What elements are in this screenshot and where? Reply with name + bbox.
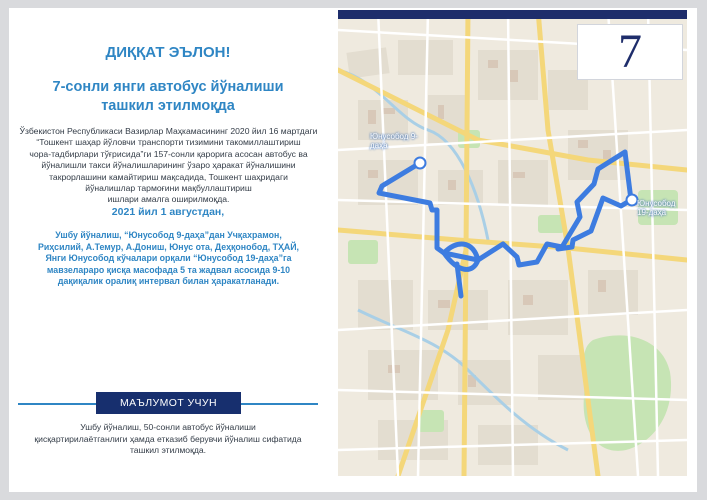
body-line: Ўзбекистон Республикаси Вазирлар Маҳкамасининг 2020 йил 16 мартдаги <box>19 126 318 136</box>
map-top-bar <box>338 10 687 19</box>
route-line: Риҳсилий, А.Темур, А.Дониш, Юнус ота, Деҳқонобод, ТҲАЙ, <box>38 241 299 252</box>
body-line: чора-тадбирлари тўғрисида”ги 157-сонли қарорига асосан автобус ва <box>29 148 308 159</box>
route-line: дақиқалик оралиқ интервал билан ҳаракатланади. <box>57 276 280 287</box>
route-number: 7 <box>618 25 642 78</box>
announcement-body <box>16 126 321 206</box>
start-date: 2021 йил 1 августдан, <box>111 206 225 218</box>
route-line: Янги Юнусобод кўчалари орқали “Юнусобод 19-даҳа”га <box>45 253 292 264</box>
info-text <box>20 422 316 457</box>
announcement-title: ДИҚҚАТ ЭЪЛОН! <box>105 44 231 61</box>
route-number-box <box>577 24 683 80</box>
body-line: йўналишли такси йўналишларининг ўзаро ҳаракат йўналишини <box>41 160 296 171</box>
stop-label-start: Юнусобод 9-даҳа <box>370 132 418 150</box>
route-line: мавзелараро қисқа масофада 5 та жадвал асосида 9-10 <box>46 264 291 275</box>
body-line: ишлари амалга оширилмоқда. <box>107 194 230 205</box>
info-line: Ушбу йўналиш, 50-сонли автобус йўналиши <box>80 422 256 432</box>
body-line: такрорлашини камайтириш мақсадида, Тошкент шаҳридаги <box>49 171 288 182</box>
stop-label-end: Юнусобод 19-даҳа <box>637 199 676 217</box>
subtitle-line: ташкил этилмоқда <box>101 98 235 114</box>
route-line: Ушбу йўналиш, “Юнусобод 9-даҳа”дан Учқахрамон, <box>55 230 282 240</box>
info-line: қисқартирилаётганлиги ҳамда етказиб берувчи йўналиш сифатида <box>34 433 302 444</box>
body-line: йўналишлар тармоғини мақбуллаштириш <box>85 183 252 194</box>
stop-end-marker <box>627 195 638 206</box>
stop-start-marker <box>415 158 426 169</box>
route-description <box>14 230 323 288</box>
announcement-subtitle <box>0 78 336 116</box>
body-line: “Тошкент шаҳар йўловчи транспорти тизимини такомиллаштириш <box>36 137 301 148</box>
subtitle-line: 7-сонли янги автобус йўналиши <box>52 79 284 95</box>
info-badge: МАЪЛУМОТ УЧУН <box>96 392 241 414</box>
info-line: ташкил этилмоқда. <box>129 445 207 456</box>
